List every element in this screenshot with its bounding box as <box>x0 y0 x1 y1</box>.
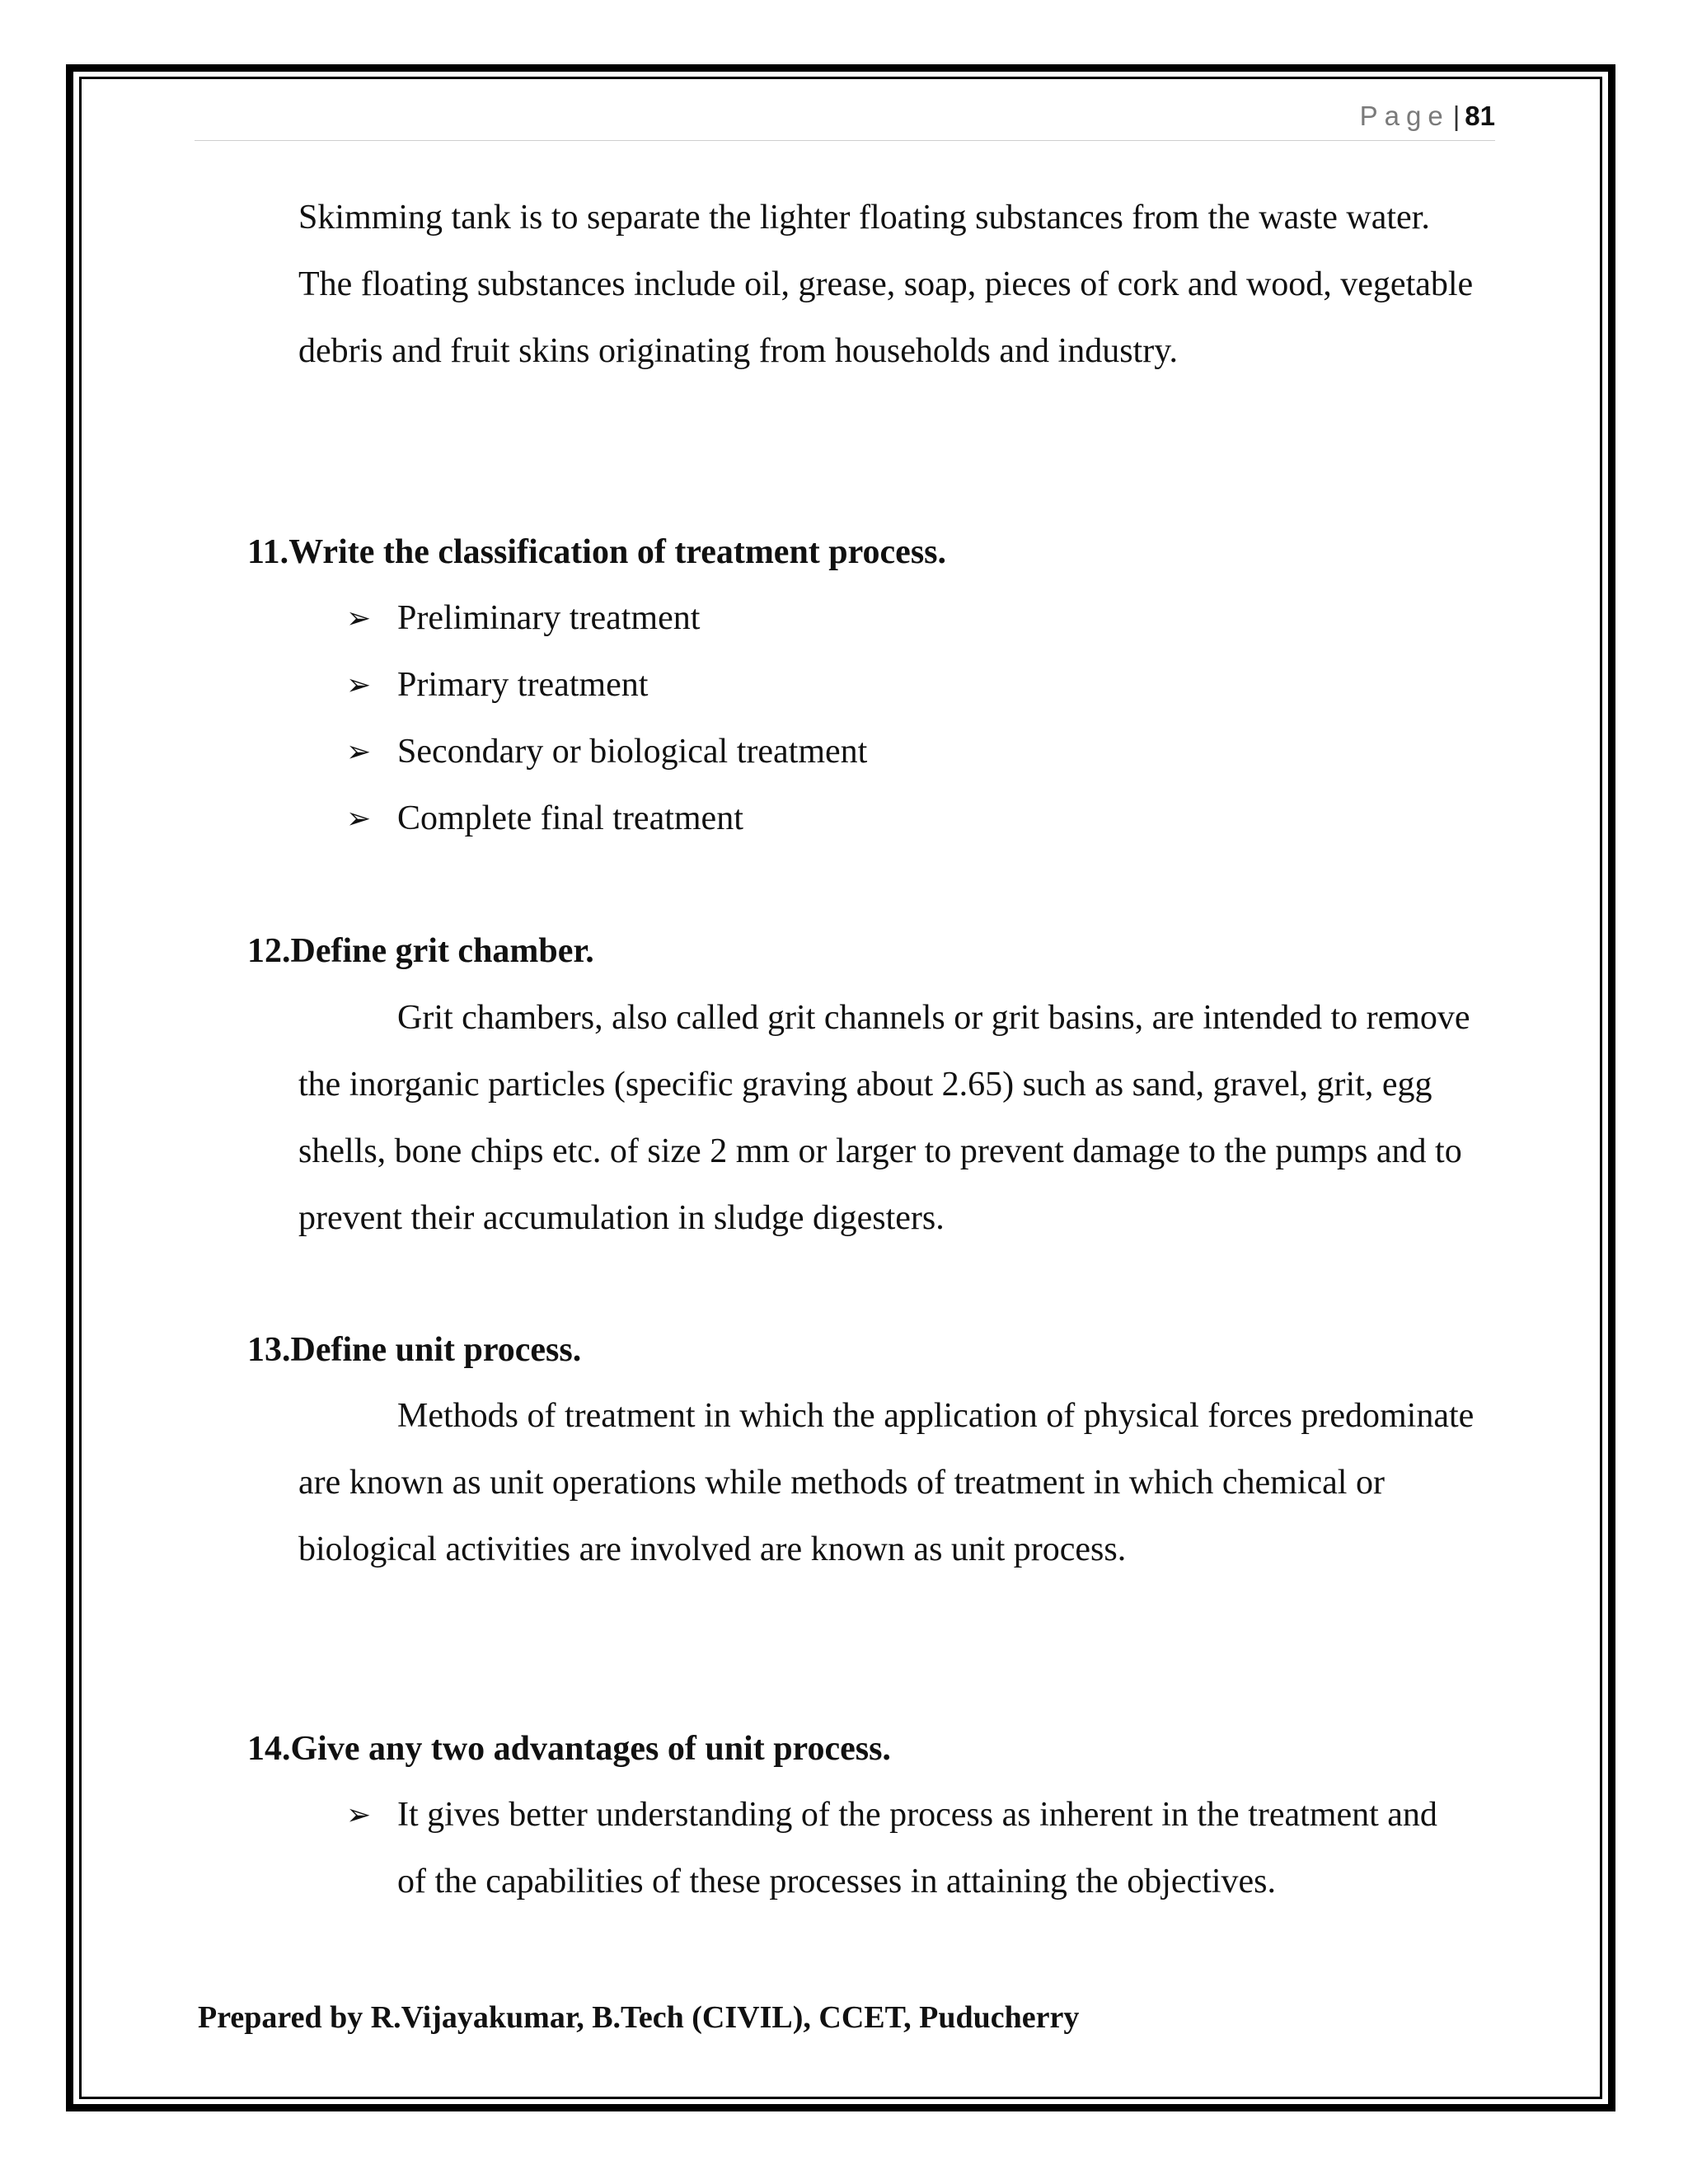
question-11-bullet-list <box>346 585 1500 852</box>
question-14-bullet-list <box>346 1782 1451 1915</box>
list-item <box>346 719 1500 785</box>
page-word: Page <box>1359 101 1450 131</box>
list-item-text: Primary treatment <box>397 666 649 704</box>
question-13-heading <box>247 1317 581 1384</box>
arrow-bullet-icon: ➢ <box>346 735 372 769</box>
page-header <box>195 97 1495 141</box>
intro-paragraph: Skimming tank is to separate the lighter floating substances from the waste water. The floating substances include oil, grease, soap, pieces of cork and wood, vegetable debris and fruit skins originating from households and industry. <box>298 199 1474 370</box>
list-item <box>346 585 1500 652</box>
question-14-number: 14. <box>247 1730 291 1768</box>
arrow-bullet-icon: ➢ <box>346 668 372 702</box>
page-number-label <box>1360 101 1495 132</box>
question-11-title: Write the classification of treatment process. <box>288 533 947 571</box>
question-13-answer: Methods of treatment in which the application of physical forces predominate are known as unit operations while methods of treatment in which chemical or biological activities are involved are known as unit process. <box>298 1397 1475 1568</box>
list-item-text: Preliminary treatment <box>397 599 701 637</box>
list-item-text: Complete final treatment <box>397 799 743 837</box>
arrow-bullet-icon: ➢ <box>346 802 372 836</box>
arrow-bullet-icon: ➢ <box>346 602 372 635</box>
question-12-number: 12. <box>247 932 291 970</box>
page-number: 81 <box>1465 101 1495 131</box>
question-13-title: Define unit process. <box>290 1331 582 1369</box>
list-item <box>346 785 1500 852</box>
question-12-heading <box>247 918 594 985</box>
question-11-number: 11. <box>247 533 289 571</box>
question-12-answer: Grit chambers, also called grit channels or grit basins, are intended to remove the inorganic particles (specific graving about 2.65) such as sand, gravel, grit, egg shells, bone chips etc. of size 2 mm or larger to prevent damage to the pumps and to prevent their accumulation in sludge digesters. <box>298 999 1470 1237</box>
question-13-number: 13. <box>247 1331 291 1369</box>
question-12-title: Define grit chamber. <box>290 932 594 970</box>
arrow-bullet-icon: ➢ <box>346 1798 372 1832</box>
page-footer: Prepared by R.Vijayakumar, B.Tech (CIVIL), CCET, Puducherry <box>198 2000 1080 2035</box>
list-item-text: Secondary or biological treatment <box>397 733 868 771</box>
list-item <box>346 652 1500 719</box>
list-item-text: It gives better understanding of the process as inherent in the treatment and of the capabilities of these processes in attaining the objectives. <box>397 1796 1437 1900</box>
page-separator: | <box>1452 101 1461 131</box>
question-14-title: Give any two advantages of unit process. <box>290 1730 891 1768</box>
question-14-heading <box>247 1716 891 1783</box>
list-item <box>346 1782 1451 1915</box>
question-11-heading <box>247 519 946 586</box>
